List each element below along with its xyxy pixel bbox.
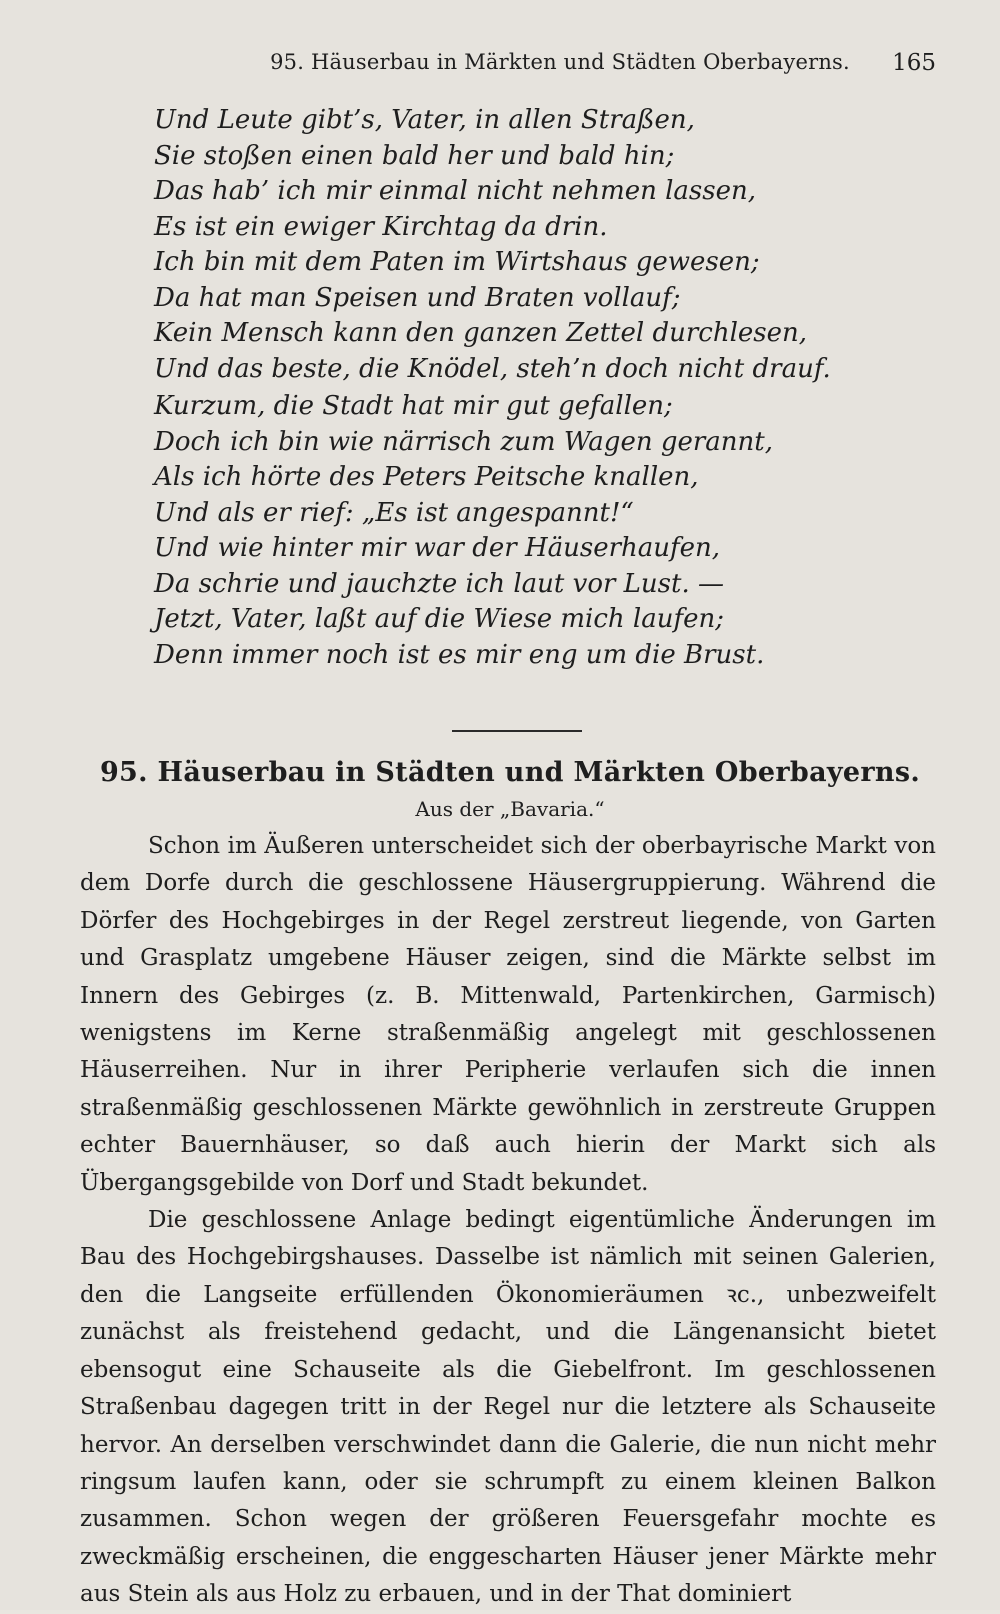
section-title: 95. Häuserbau in Städten und Märkten Oberbayerns.: [99, 757, 921, 788]
body-text: [80, 828, 936, 1614]
section-source: Aus der „Bavaria.“: [415, 797, 605, 821]
running-head: 95. Häuserbau in Märkten und Städten Oberbayerns.: [270, 50, 850, 74]
verse-line: Kein Mensch kann den ganzen Zettel durchlesen,: [154, 318, 808, 348]
paragraph: Schon im Äußeren unterscheidet sich der oberbayrische Markt von dem Dorfe durch die geschlossene Häusergruppierung. Während die Dörfer des Hochgebirges in der Regel zerstreut liegende, von Garten und Grasplatz umgebene Häuser zeigen, sind die Märkte selbst im Innern des Gebirges (z. B. Mittenwald, Partenkirchen, Garmisch) wenigstens im Kerne straßenmäßig angelegt mit geschlossenen Häuserreihen. Nur in ihrer Peripherie verlaufen sich die innen straßenmäßig geschlossenen Märkte gewöhnlich in zerstreute Gruppen echter Bauernhäuser, so daß auch hierin der Markt sich als Übergangsgebilde von Dorf und Stadt bekundet.: [80, 833, 936, 1196]
paragraph: Die geschlossene Anlage bedingt eigentümliche Änderungen im Bau des Hochgebirgshauses. Dasselbe ist nämlich mit seinen Galerien, den die Langseite erfüllenden Ökonomieräumen ꝛc., unbezweifelt zunächst als freistehend gedacht, und die Längenansicht bietet ebensogut eine Schauseite als die Giebelfront. Im geschlossenen Straßenbau dagegen tritt in der Regel nur die letztere als Schauseite hervor. An derselben verschwindet dann die Galerie, die nun nicht mehr ringsum laufen kann, oder sie schrumpft zu einem kleinen Balkon zusammen. Schon wegen der größeren Feuersgefahr mochte es zweckmäßig erscheinen, die enggescharten Häuser jener Märkte mehr aus Stein als aus Holz zu erbauen, und in der That dominiert: [80, 1207, 936, 1608]
verse-line: Da hat man Speisen und Braten vollauf;: [154, 282, 681, 313]
section-divider-rule: [452, 730, 582, 732]
verse-line: Es ist ein ewiger Kirchtag da drin.: [154, 211, 608, 242]
poem-stanza-2: [154, 389, 934, 673]
verse-line: Da schrie und jauchzte ich laut vor Lust. —: [154, 568, 724, 599]
verse-line: Ich bin mit dem Paten im Wirtshaus gewesen;: [154, 247, 760, 277]
page-header: [80, 50, 940, 84]
verse-line: Und das beste, die Knödel, steh’n doch nicht drauf.: [154, 353, 831, 384]
verse-line: Als ich hörte des Peters Peitsche knallen,: [154, 462, 699, 492]
verse-line: Und wie hinter mir war der Häuserhaufen,: [154, 533, 721, 563]
verse-line: Und als er rief: „Es ist angespannt!“: [154, 497, 634, 528]
verse-line: Jetzt, Vater, laßt auf die Wiese mich laufen;: [154, 604, 724, 634]
verse-line: Denn immer noch ist es mir eng um die Brust.: [154, 639, 765, 670]
verse-line: Sie stoßen einen bald her und bald hin;: [154, 140, 675, 171]
poem: [154, 103, 934, 673]
verse-line: Und Leute gibt’s, Vater, in allen Straßen,: [154, 105, 695, 135]
verse-line: Kurzum, die Stadt hat mir gut gefallen;: [154, 391, 673, 421]
verse-line: Das hab’ ich mir einmal nicht nehmen lassen,: [154, 176, 757, 206]
page-number: 165: [892, 50, 936, 76]
verse-line: Doch ich bin wie närrisch zum Wagen gerannt,: [154, 426, 774, 457]
poem-stanza-1: [154, 103, 934, 387]
